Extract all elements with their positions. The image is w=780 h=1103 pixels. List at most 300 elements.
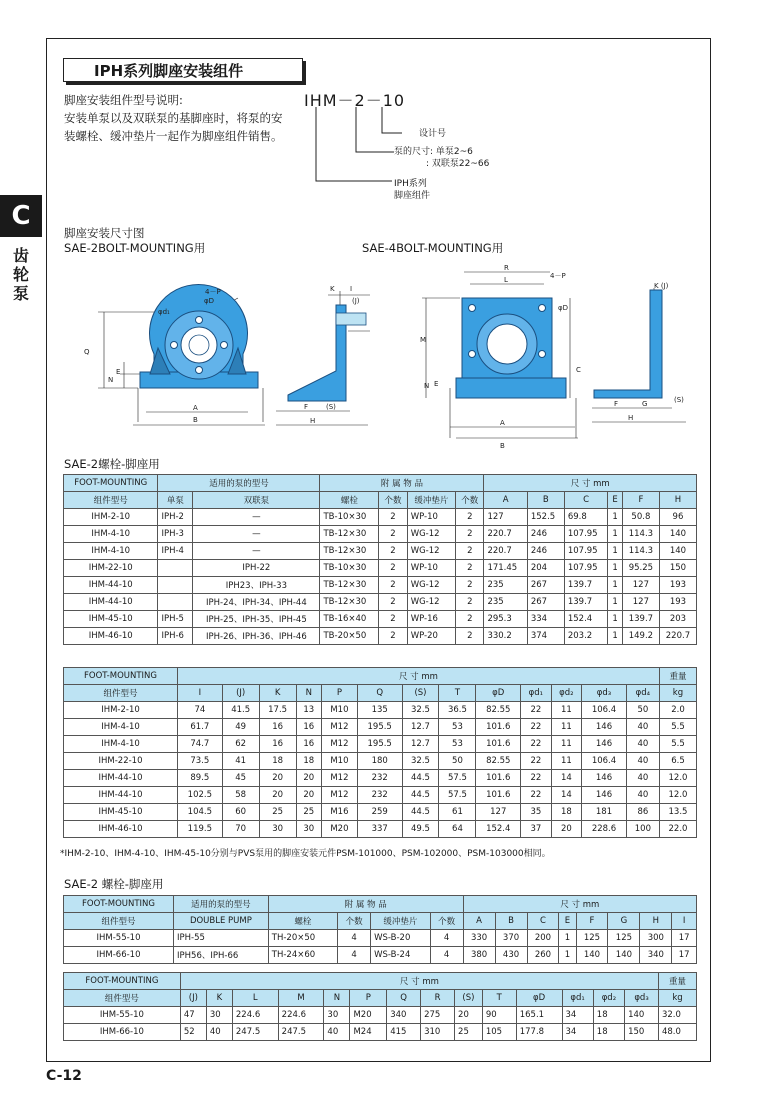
table-cell: 11 — [551, 736, 582, 753]
table-cell: 17 — [672, 930, 697, 947]
table-cell: 146 — [582, 736, 627, 753]
table-cell: 47 — [180, 1007, 206, 1024]
table-cell: 104.5 — [178, 804, 223, 821]
table-cell: 1 — [608, 509, 623, 526]
t4-h-col: φd₁ — [562, 990, 593, 1007]
table-cell: 20 — [259, 787, 296, 804]
t1-h-col: B — [527, 492, 564, 509]
table-cell: 1 — [608, 526, 623, 543]
model-cell: IHM-4-10 — [64, 543, 158, 560]
table-cell: WP-20 — [407, 628, 455, 645]
table-cell: — — [193, 509, 320, 526]
table-cell: IPH-4 — [158, 543, 193, 560]
table-cell: 1 — [608, 611, 623, 628]
table-cell: 18 — [593, 1007, 624, 1024]
t2-h-col: φd₂ — [551, 685, 582, 702]
series-label: IPH系列 — [394, 179, 427, 189]
model-cell: IHM-4-10 — [64, 526, 158, 543]
model-cell: IHM-2-10 — [64, 702, 178, 719]
table-cell: 74 — [178, 702, 223, 719]
table-cell: 18 — [593, 1024, 624, 1041]
table-cell: 2 — [456, 611, 484, 628]
svg-text:C: C — [576, 366, 581, 374]
drawing-4bolt-front — [420, 262, 585, 450]
table-cell: 2.0 — [659, 702, 696, 719]
t2-h-col: I — [178, 685, 223, 702]
table-row — [64, 628, 697, 645]
table-cell: 52 — [180, 1024, 206, 1041]
drawing-2bolt-front — [78, 262, 268, 437]
model-cell: IHM-66-10 — [64, 947, 174, 964]
table-cell: 1 — [608, 560, 623, 577]
model-cell: IHM-4-10 — [64, 719, 178, 736]
table-cell: 220.7 — [659, 628, 696, 645]
table-cell: 203 — [659, 611, 696, 628]
table-cell: 193 — [659, 594, 696, 611]
table-cell: 2 — [379, 628, 407, 645]
table-cell: 340 — [640, 947, 672, 964]
table-cell: 220.7 — [484, 526, 527, 543]
t4-h-col: M — [278, 990, 324, 1007]
model-cell: IHM-44-10 — [64, 594, 158, 611]
table-cell: 102.5 — [178, 787, 223, 804]
table-cell: WP-16 — [407, 611, 455, 628]
table-cell: 101.6 — [476, 719, 521, 736]
table-cell: 1 — [608, 594, 623, 611]
table-cell: WS-B-24 — [371, 947, 431, 964]
table-cell: TB-12×30 — [320, 526, 379, 543]
t3-h-acc: 附 属 物 品 — [268, 896, 463, 913]
t4-h-col: P — [350, 990, 387, 1007]
drawing-2bolt-side — [270, 285, 380, 435]
table-cell: 330 — [463, 930, 495, 947]
table-row — [64, 821, 697, 838]
pump-size-double-label: : 双联泵22~66 — [426, 159, 490, 169]
table-cell: 25 — [296, 804, 321, 821]
table-row — [64, 560, 697, 577]
table-cell: 232 — [357, 787, 402, 804]
table-cell: TH-20×50 — [268, 930, 337, 947]
svg-text:B: B — [500, 442, 505, 450]
t3-h-col: G — [608, 913, 640, 930]
model-cell: IHM-66-10 — [64, 1024, 181, 1041]
table-cell: 49 — [222, 719, 259, 736]
table-cell: 61.7 — [178, 719, 223, 736]
table-cell: 74.7 — [178, 736, 223, 753]
table2 — [63, 667, 697, 838]
t4-h-col: Q — [387, 990, 421, 1007]
table-cell: TB-20×50 — [320, 628, 379, 645]
t4-h-model: 组件型号 — [64, 990, 181, 1007]
t3-h-model: 组件型号 — [64, 913, 174, 930]
svg-text:B: B — [193, 416, 198, 424]
table-cell: 125 — [576, 930, 608, 947]
table-cell: 96 — [659, 509, 696, 526]
table-row — [64, 736, 697, 753]
table-cell: WG-12 — [407, 543, 455, 560]
table-cell: IPH-22 — [193, 560, 320, 577]
svg-text:L: L — [504, 276, 508, 284]
t2-h-kg: kg — [659, 685, 696, 702]
table-cell: 101.6 — [476, 770, 521, 787]
table-cell: 50 — [626, 702, 659, 719]
table-cell: 16 — [259, 736, 296, 753]
table-cell: 14 — [551, 787, 582, 804]
table-cell: 2 — [379, 611, 407, 628]
t1-h-col: E — [608, 492, 623, 509]
model-cell: IHM-46-10 — [64, 628, 158, 645]
table-cell: 12.7 — [402, 719, 439, 736]
table-row — [64, 509, 697, 526]
table-cell: 180 — [357, 753, 402, 770]
table-row — [64, 804, 697, 821]
table-cell: 149.2 — [622, 628, 659, 645]
table-cell: 1 — [608, 543, 623, 560]
table-cell: 22 — [521, 770, 552, 787]
table-cell: 127 — [622, 594, 659, 611]
table-cell: 177.8 — [516, 1024, 562, 1041]
table-cell: 1 — [608, 628, 623, 645]
table-cell: 32.5 — [402, 753, 439, 770]
table-cell: 34 — [562, 1024, 593, 1041]
table-cell: 44.5 — [402, 804, 439, 821]
table-cell: 35 — [521, 804, 552, 821]
table-cell: 295.3 — [484, 611, 527, 628]
table-cell: 45 — [222, 770, 259, 787]
t1-h-col: A — [484, 492, 527, 509]
svg-text:φD: φD — [204, 297, 215, 305]
t1-h-col: H — [659, 492, 696, 509]
table-cell: 36.5 — [439, 702, 476, 719]
table-cell: 107.95 — [564, 526, 607, 543]
t1-h-col: F — [622, 492, 659, 509]
t1-h-pad: 缓冲垫片 — [407, 492, 455, 509]
table-cell: TB-12×30 — [320, 577, 379, 594]
table-cell: 57.5 — [439, 770, 476, 787]
model-cell: IHM-4-10 — [64, 736, 178, 753]
table-cell: 139.7 — [622, 611, 659, 628]
table-row — [64, 526, 697, 543]
t3-h-double: DOUBLE PUMP — [174, 913, 269, 930]
table-cell: 2 — [456, 526, 484, 543]
svg-text:4－P: 4－P — [550, 272, 566, 280]
pump-size-label: 泵的尺寸: 单泵2~6 — [394, 147, 473, 157]
table-cell: 82.55 — [476, 702, 521, 719]
table-cell: 20 — [455, 1007, 483, 1024]
table-cell: 11 — [551, 702, 582, 719]
t4-h-col: (S) — [455, 990, 483, 1007]
t3-h-qty: 个数 — [338, 913, 371, 930]
model-cell: IHM-22-10 — [64, 560, 158, 577]
model-cell: IHM-44-10 — [64, 770, 178, 787]
table-cell: 40 — [324, 1024, 350, 1041]
svg-text:4－P: 4－P — [205, 288, 221, 296]
table-cell: 2 — [456, 560, 484, 577]
table-cell: 200 — [527, 930, 559, 947]
table-cell: 22 — [521, 753, 552, 770]
t3-h-pad: 缓冲垫片 — [371, 913, 431, 930]
table-cell: 22 — [521, 787, 552, 804]
table-cell: TB-12×30 — [320, 594, 379, 611]
svg-text:φD: φD — [558, 304, 569, 312]
t4-h-dim: 尺 寸 mm — [180, 973, 658, 990]
table-cell: TB-16×40 — [320, 611, 379, 628]
table-cell: 430 — [495, 947, 527, 964]
table-cell: 140 — [608, 947, 640, 964]
table-row — [64, 611, 697, 628]
table-cell: 30 — [324, 1007, 350, 1024]
svg-text:(S): (S) — [674, 396, 684, 404]
table-cell: 40 — [626, 719, 659, 736]
table-cell: 13.5 — [659, 804, 696, 821]
table-row — [64, 753, 697, 770]
table-cell: 20 — [551, 821, 582, 838]
table-cell: 300 — [640, 930, 672, 947]
t1-h-pump: 适用的泵的型号 — [158, 475, 320, 492]
table-cell: 107.95 — [564, 560, 607, 577]
table-cell: 337 — [357, 821, 402, 838]
table-cell: 114.3 — [622, 543, 659, 560]
table-cell: IPH56、IPH-66 — [174, 947, 269, 964]
drawing-4bolt-side — [588, 280, 708, 430]
t1-h-model: 组件型号 — [64, 492, 158, 509]
table-cell: 4 — [338, 947, 371, 964]
table-cell: 101.6 — [476, 787, 521, 804]
table-cell: 37 — [521, 821, 552, 838]
table-cell: 44.5 — [402, 770, 439, 787]
svg-text:A: A — [500, 419, 505, 427]
t4-h-col: φD — [516, 990, 562, 1007]
table-cell: 105 — [482, 1024, 516, 1041]
t2-h-col: φd₁ — [521, 685, 552, 702]
table-cell: 101.6 — [476, 736, 521, 753]
svg-text:K: K — [330, 285, 335, 293]
table-cell: IPH-2 — [158, 509, 193, 526]
table-cell: 22.0 — [659, 821, 696, 838]
t3-h-col: H — [640, 913, 672, 930]
table-cell: 374 — [527, 628, 564, 645]
table-cell — [158, 577, 193, 594]
table-row — [64, 594, 697, 611]
table-cell: 135 — [357, 702, 402, 719]
table-cell: 86 — [626, 804, 659, 821]
table-cell: IPH-6 — [158, 628, 193, 645]
table-cell: 62 — [222, 736, 259, 753]
table-cell: IPH-5 — [158, 611, 193, 628]
table-cell: 203.2 — [564, 628, 607, 645]
table-cell: 4 — [430, 947, 463, 964]
table-cell: 150 — [659, 560, 696, 577]
table-cell: 18 — [551, 804, 582, 821]
table-cell: 247.5 — [278, 1024, 324, 1041]
table-cell: 310 — [421, 1024, 455, 1041]
t3-h-qty2: 个数 — [430, 913, 463, 930]
table-cell: 2 — [379, 560, 407, 577]
table-cell: IPH23、IPH-33 — [193, 577, 320, 594]
table-cell: 1 — [559, 947, 576, 964]
table-cell: 330.2 — [484, 628, 527, 645]
intro-heading: 脚座安装组件型号说明: — [64, 93, 183, 107]
table-cell: M12 — [322, 787, 358, 804]
table-cell — [158, 560, 193, 577]
table-row — [64, 543, 697, 560]
table-cell: M24 — [350, 1024, 387, 1041]
table-cell: 2 — [456, 594, 484, 611]
table-cell: 380 — [463, 947, 495, 964]
table-cell: 146 — [582, 719, 627, 736]
t4-h-col: φd₃ — [625, 990, 659, 1007]
table-cell: 181 — [582, 804, 627, 821]
t2-h-col: (J) — [222, 685, 259, 702]
t4-h-col: φd₂ — [593, 990, 624, 1007]
svg-text:(J): (J) — [352, 297, 360, 305]
table-cell: 40 — [626, 770, 659, 787]
t3-h-bolt: 螺栓 — [268, 913, 337, 930]
table-cell: M20 — [350, 1007, 387, 1024]
table-cell: — — [193, 526, 320, 543]
table-cell: 20 — [259, 770, 296, 787]
table-cell: 171.45 — [484, 560, 527, 577]
table-cell: 106.4 — [582, 702, 627, 719]
intro-body: 安装单泵以及双联泵的基脚座时，将泵的安装螺栓、缓冲垫片一起作为脚座组件销售。 — [64, 111, 283, 143]
svg-text:M: M — [420, 336, 427, 344]
page-number: C-12 — [46, 1068, 82, 1084]
table-cell: 107.95 — [564, 543, 607, 560]
table-cell: 334 — [527, 611, 564, 628]
table-cell: 100 — [626, 821, 659, 838]
table-cell: 11 — [551, 719, 582, 736]
svg-text:H: H — [628, 414, 634, 422]
table-cell: 50 — [439, 753, 476, 770]
table-cell: 228.6 — [582, 821, 627, 838]
t2-h-foot: FOOT-MOUNTING — [64, 668, 178, 685]
table-cell: IPH-55 — [174, 930, 269, 947]
table-cell: 267 — [527, 594, 564, 611]
t4-h-col: K — [206, 990, 232, 1007]
svg-text:A: A — [193, 404, 198, 412]
table-cell: 25 — [455, 1024, 483, 1041]
table-cell: 165.1 — [516, 1007, 562, 1024]
table-cell: 49.5 — [402, 821, 439, 838]
table-cell: 370 — [495, 930, 527, 947]
table-cell: 150 — [625, 1024, 659, 1041]
table-cell: 16 — [296, 719, 321, 736]
table-cell: 16 — [259, 719, 296, 736]
table-cell: 41.5 — [222, 702, 259, 719]
series-sub-label: 脚座组件 — [394, 191, 431, 201]
t4-h-col: (J) — [180, 990, 206, 1007]
table-cell: TB-10×30 — [320, 509, 379, 526]
table-cell: 20 — [296, 787, 321, 804]
table-cell: 246 — [527, 526, 564, 543]
page-title: IPH系列脚座安装组件 — [63, 58, 303, 82]
table-cell: 5.5 — [659, 736, 696, 753]
table-cell: 232 — [357, 770, 402, 787]
table-row — [64, 577, 697, 594]
model-cell: IHM-55-10 — [64, 930, 174, 947]
table-cell: 53 — [439, 736, 476, 753]
table-cell: 193 — [659, 577, 696, 594]
drawings-heading: 脚座安装尺寸图 — [64, 226, 145, 240]
table-cell: 224.6 — [232, 1007, 278, 1024]
table-cell: 4 — [338, 930, 371, 947]
table-cell: 139.7 — [564, 577, 607, 594]
svg-text:E: E — [116, 368, 121, 376]
t2-h-col: φD — [476, 685, 521, 702]
t2-h-model: 组件型号 — [64, 685, 178, 702]
model-cell: IHM-22-10 — [64, 753, 178, 770]
t3-h-col: C — [527, 913, 559, 930]
table-cell: 152.4 — [476, 821, 521, 838]
table-cell: 32.0 — [658, 1007, 696, 1024]
model-code: IHM－2－10 — [304, 91, 406, 110]
svg-text:R: R — [504, 264, 509, 272]
t1-h-foot: FOOT-MOUNTING — [64, 475, 158, 492]
table-cell: M20 — [322, 821, 358, 838]
table-cell: 235 — [484, 577, 527, 594]
t3-h-pump: 适用的泵的型号 — [174, 896, 269, 913]
table-cell: 146 — [582, 770, 627, 787]
table-cell: 119.5 — [178, 821, 223, 838]
t4-h-col: T — [482, 990, 516, 1007]
table-cell: 18 — [259, 753, 296, 770]
right-drawing-title: SAE-4BOLT-MOUNTING用 — [362, 241, 504, 255]
table-cell: 22 — [521, 719, 552, 736]
t1-h-qty: 个数 — [379, 492, 407, 509]
design-number-label: 设计号 — [419, 129, 447, 139]
table-cell: 2 — [379, 526, 407, 543]
table-cell: 12.0 — [659, 787, 696, 804]
table-cell: 17 — [672, 947, 697, 964]
t2-h-col: φd₃ — [582, 685, 627, 702]
t2-h-weight: 重量 — [659, 668, 696, 685]
table-cell: 140 — [659, 526, 696, 543]
table-cell: 152.5 — [527, 509, 564, 526]
table-cell: M10 — [322, 753, 358, 770]
table-cell: 64 — [439, 821, 476, 838]
table-cell: 30 — [296, 821, 321, 838]
table-cell: 2 — [456, 509, 484, 526]
table-row — [64, 702, 697, 719]
table-cell: 58 — [222, 787, 259, 804]
table-cell: 53 — [439, 719, 476, 736]
table-cell: 224.6 — [278, 1007, 324, 1024]
table-cell: 106.4 — [582, 753, 627, 770]
t3-h-col: E — [559, 913, 576, 930]
table-cell: 73.5 — [178, 753, 223, 770]
table-cell: M12 — [322, 736, 358, 753]
t3-h-col: F — [576, 913, 608, 930]
table-cell: 14 — [551, 770, 582, 787]
table-cell: 44.5 — [402, 787, 439, 804]
table-cell: 2 — [379, 577, 407, 594]
svg-text:E: E — [434, 380, 439, 388]
table-cell: 12.7 — [402, 736, 439, 753]
svg-text:F: F — [614, 400, 619, 408]
table-cell: 22 — [521, 702, 552, 719]
table-cell: 18 — [296, 753, 321, 770]
table-cell: WP-10 — [407, 560, 455, 577]
table-cell: IPH-24、IPH-34、IPH-44 — [193, 594, 320, 611]
table-row — [64, 770, 697, 787]
table-cell: 48.0 — [658, 1024, 696, 1041]
svg-text:K (J): K (J) — [654, 282, 669, 290]
table-row — [64, 930, 697, 947]
table-cell: 60 — [222, 804, 259, 821]
table-cell: 195.5 — [357, 736, 402, 753]
table3 — [63, 895, 697, 964]
table-cell: 204 — [527, 560, 564, 577]
